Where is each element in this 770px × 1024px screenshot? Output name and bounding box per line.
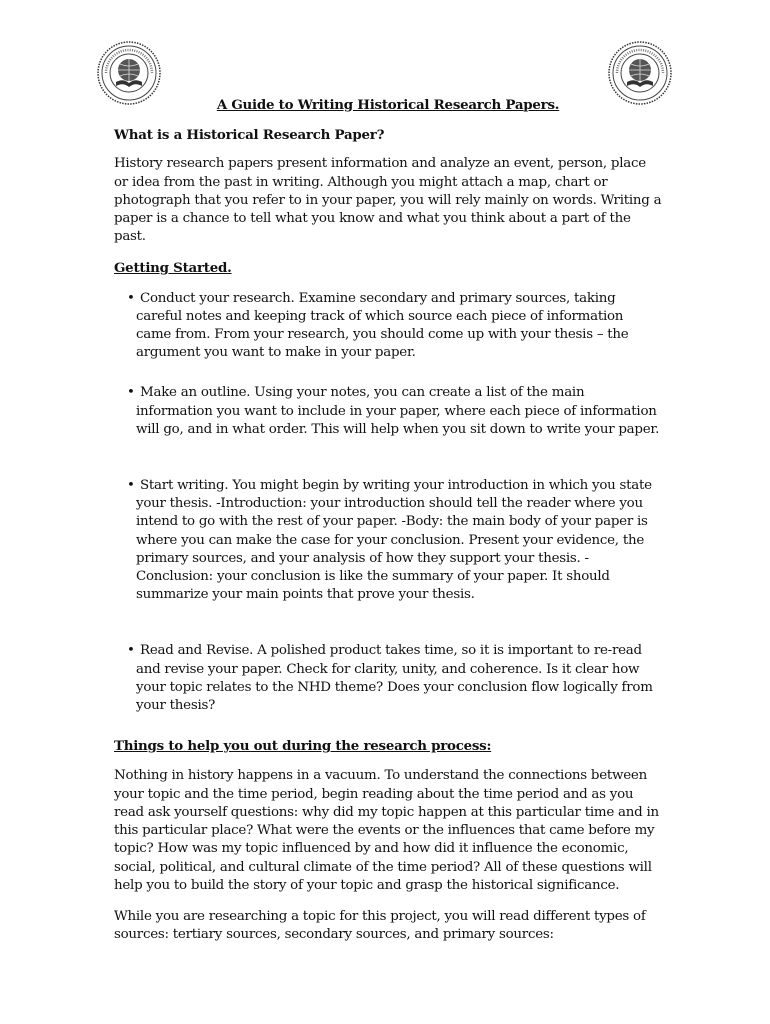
list-item-text: Start writing. You might begin by writing your introduction in which you state your thesis. -Introduction: your introduction should tell the reader where you intend to go with the rest of your paper. -Body: the main body of your paper is where you can make the case for your conclusion. Present your evidence, the primary sources, and your analysis of how they support your thesis. -Conclusion: your conclusion is like the summary of your paper. It should summarize your main points that prove your thesis.	[136, 478, 652, 603]
section-paragraph-vacuum: Nothing in history happens in a vacuum. To understand the connections between your topic and the time period, begin reading about the time period and as you read ask yourself questions: why did my topic happen at this particular time and in this particular place? What were the events or the influences that came before my topic? How was my topic influenced by and how did it influence the economic, social, political, and cultural climate of the time period? All of these questions will help you to build the story of your topic and grasp the historical significance.	[114, 768, 659, 893]
list-item	[114, 477, 662, 604]
document-page	[114, 96, 662, 957]
list-item	[114, 290, 662, 363]
bullet-icon: •	[127, 643, 135, 659]
steps-list	[114, 290, 662, 716]
list-item-text: Make an outline. Using your notes, you can create a list of the main information you want to include in your paper, where each piece of information will go, and in what order. This will help when you sit down to write your paper.	[136, 385, 660, 437]
section-heading-what-is: What is a Historical Research Paper?	[114, 127, 385, 144]
list-item-text: Read and Revise. A polished product takes time, so it is important to re-read and revise your paper. Check for clarity, unity, and coherence. Is it clear how your topic relates to the NHD theme? Does your conclusion flow logically from your thesis?	[136, 643, 653, 714]
section-paragraph-what-is: History research papers present information and analyze an event, person, place or idea from the past in writing. Although you might attach a map, chart or photograph that you refer to in your paper, you will rely mainly on words. Writing a paper is a chance to tell what you know and what you think about a part of the past.	[114, 156, 662, 245]
bullet-icon: •	[127, 385, 135, 401]
section-heading-getting-started: Getting Started.	[114, 260, 232, 277]
list-item	[114, 384, 662, 439]
section-heading-things-to-help: Things to help you out during the research process:	[114, 738, 492, 755]
document-title: A Guide to Writing Historical Research Papers.	[216, 97, 560, 113]
list-item-text: Conduct your research. Examine secondary and primary sources, taking careful notes and keeping track of which source each piece of information came from. From your research, you should come up with your thesis – the argument you want to make in your paper.	[136, 290, 629, 361]
list-item	[114, 642, 662, 715]
bullet-icon: •	[127, 290, 135, 306]
bullet-icon: •	[127, 478, 135, 494]
section-paragraph-sources: While you are researching a topic for this project, you will read different types of sources: tertiary sources, secondary sources, and primary sources:	[114, 908, 646, 943]
